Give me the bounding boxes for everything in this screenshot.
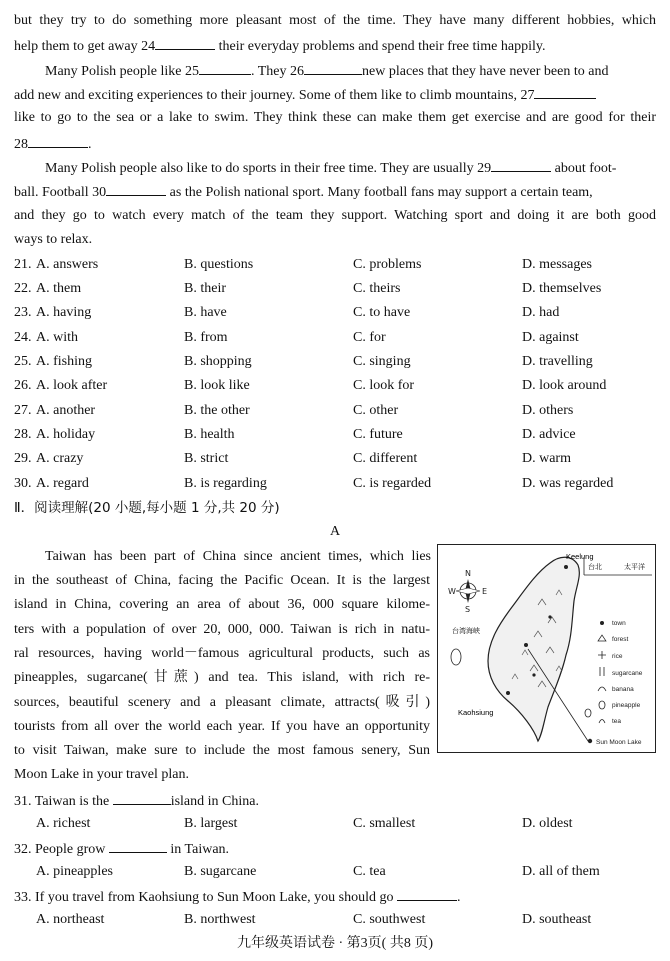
question-stem: 33. If you travel from Kaohsiung to Sun Moon Lake, you should go . xyxy=(14,886,656,908)
legend-banana: banana xyxy=(612,686,634,693)
question-number: 24. xyxy=(14,330,32,345)
taiwan-map-figure xyxy=(438,545,654,751)
compass-e-label: E xyxy=(482,587,488,596)
compass-n-label: N xyxy=(465,569,471,578)
passage-line: ral resources, having world－famous agricultural products, such as xyxy=(14,646,430,661)
section-title: Ⅱ．阅读理解(20 小题,每小题 1 分,共 20 分) xyxy=(14,500,280,516)
question-number: 22. xyxy=(14,281,32,296)
blank-30: 30 xyxy=(92,185,107,200)
sun-moon-lake-icon xyxy=(588,739,592,743)
question-number: 26. xyxy=(14,378,32,393)
page-footer: 九年级英语试卷 · 第3页( 共8 页) xyxy=(237,936,433,951)
option-row: 30. A. regard B. is regarding C. is regarded D. was regarded xyxy=(14,474,656,494)
tea-icon xyxy=(599,720,605,724)
blank-29: 29 xyxy=(477,161,492,176)
rice-icon xyxy=(598,651,606,659)
compass-icon xyxy=(448,569,487,614)
legend-town: town xyxy=(612,620,626,627)
question-stem: 31. Taiwan is the island in China. xyxy=(14,790,656,812)
legend-pineapple: pineapple xyxy=(612,702,641,709)
passage-line: help them to get away 24 their everyday problems and spend their free time happily. xyxy=(14,35,656,57)
passage-line: Moon Lake in your travel plan. xyxy=(14,767,189,782)
passage-line: Taiwan has been part of China since ancient times, which lies xyxy=(45,549,431,564)
passage-line: in the southeast of China, facing the Pacific Ocean. It is the largest xyxy=(14,573,430,588)
legend-tea: tea xyxy=(612,718,622,725)
green-island xyxy=(585,709,591,717)
town-icon xyxy=(600,621,604,625)
option-row: A. northeast B. northwest C. southwest D. southeast xyxy=(36,912,592,927)
blank-24: 24 xyxy=(141,39,156,54)
top-right-label: 太平洋 xyxy=(624,563,645,571)
strait-label: 台湾海峡 xyxy=(452,627,480,635)
blank-28: 28 xyxy=(14,137,28,152)
option-row: 24. A. with B. from C. for D. against xyxy=(14,328,656,348)
option-row: 21. A. answers B. questions C. problems D. messages xyxy=(14,255,656,275)
question-number: 29. xyxy=(14,451,32,466)
passage-line: add new and exciting experiences to their journey. Some of them like to climb mountains, 27 xyxy=(14,84,656,106)
taiwan-island-outline xyxy=(488,557,579,741)
blank-26: 26 xyxy=(290,64,305,79)
passage-line: ways to relax. xyxy=(14,232,93,247)
pineapple-icon xyxy=(599,701,605,709)
passage-line: Many Polish people also like to do sports in their free time. They are usually 29 about foot- xyxy=(45,157,656,179)
option-row: 27. A. another B. the other C. other D. others xyxy=(14,401,656,421)
passage-line: Many Polish people like 25 . They 26 new places that they have never been to and xyxy=(45,60,656,82)
legend-rice: rice xyxy=(612,653,623,660)
blank-27: 27 xyxy=(520,88,535,103)
question-number: 21. xyxy=(14,257,32,272)
question-stem: 32. People grow in Taiwan. xyxy=(14,838,656,860)
option-row: 23. A. having B. have C. to have D. had xyxy=(14,303,656,323)
passage-line: tourists from all over the world each year. If you have an opportunity xyxy=(14,719,430,734)
option-row: 25. A. fishing B. shopping C. singing D. travelling xyxy=(14,352,656,372)
taiwan-map xyxy=(437,544,656,753)
forest-icon xyxy=(598,635,606,641)
top-left-label: 台北 xyxy=(588,563,602,571)
passage-line: like to go to the sea or a lake to swim. They think these can make them get exercise and are good for their xyxy=(14,110,656,125)
passage-line: ters with a population of over 20, 000, 000. Taiwan is rich in natu- xyxy=(14,622,430,637)
passage-line: to visit Taiwan, make sure to include the most famous senery, Sun xyxy=(14,743,430,758)
blank-25: 25 xyxy=(185,64,199,79)
passage-letter: A xyxy=(329,524,341,539)
kaohsiung-label: Kaohsiung xyxy=(458,708,494,717)
option-row: A. richest B. largest C. smallest D. oldest xyxy=(36,816,573,831)
option-row: 29. A. crazy B. strict C. different D. warm xyxy=(14,449,656,469)
sugarcane-icon xyxy=(600,667,604,676)
passage-line: island in China, covering an area of about 36, 000 square kilome- xyxy=(14,597,430,612)
option-row: A. pineapples B. sugarcane C. tea D. all of them xyxy=(36,864,600,879)
passage-line: ball. Football 30 as the Polish national sport. Many football fans may support a certain team, xyxy=(14,181,656,203)
question-number: 28. xyxy=(14,427,32,442)
keelung-label: Keelung xyxy=(566,552,594,561)
legend-sugarcane: sugarcane xyxy=(612,670,643,677)
question-number: 25. xyxy=(14,354,32,369)
compass-w-label: W xyxy=(448,587,456,596)
passage-line: 28 . xyxy=(14,133,656,155)
legend-sun-moon-lake: Sun Moon Lake xyxy=(596,739,642,746)
option-row: 26. A. look after B. look like C. look for D. look around xyxy=(14,376,656,396)
question-number: 23. xyxy=(14,305,32,320)
passage-line: pineapples, sugarcane(甘蔗) and tea. This island, with rich re- xyxy=(14,670,430,685)
question-number: 30. xyxy=(14,476,32,491)
map-legend xyxy=(588,620,643,746)
banana-icon xyxy=(598,687,606,691)
option-row: 28. A. holiday B. health C. future D. advice xyxy=(14,425,656,445)
penghu-island xyxy=(451,649,461,665)
passage-line: sources, beautiful scenery and a pleasant climate, attracts(吸引) xyxy=(14,695,430,710)
passage-line: but they try to do something more pleasant most of the time. They have many different hobbies, which xyxy=(14,13,656,28)
option-row: 22. A. them B. their C. theirs D. themselves xyxy=(14,279,656,299)
legend-forest: forest xyxy=(612,636,629,643)
passage-line: and they go to watch every match of the team they support. Watching sport and doing it are both good xyxy=(14,208,656,223)
question-number: 27. xyxy=(14,403,32,418)
compass-s-label: S xyxy=(465,605,471,614)
